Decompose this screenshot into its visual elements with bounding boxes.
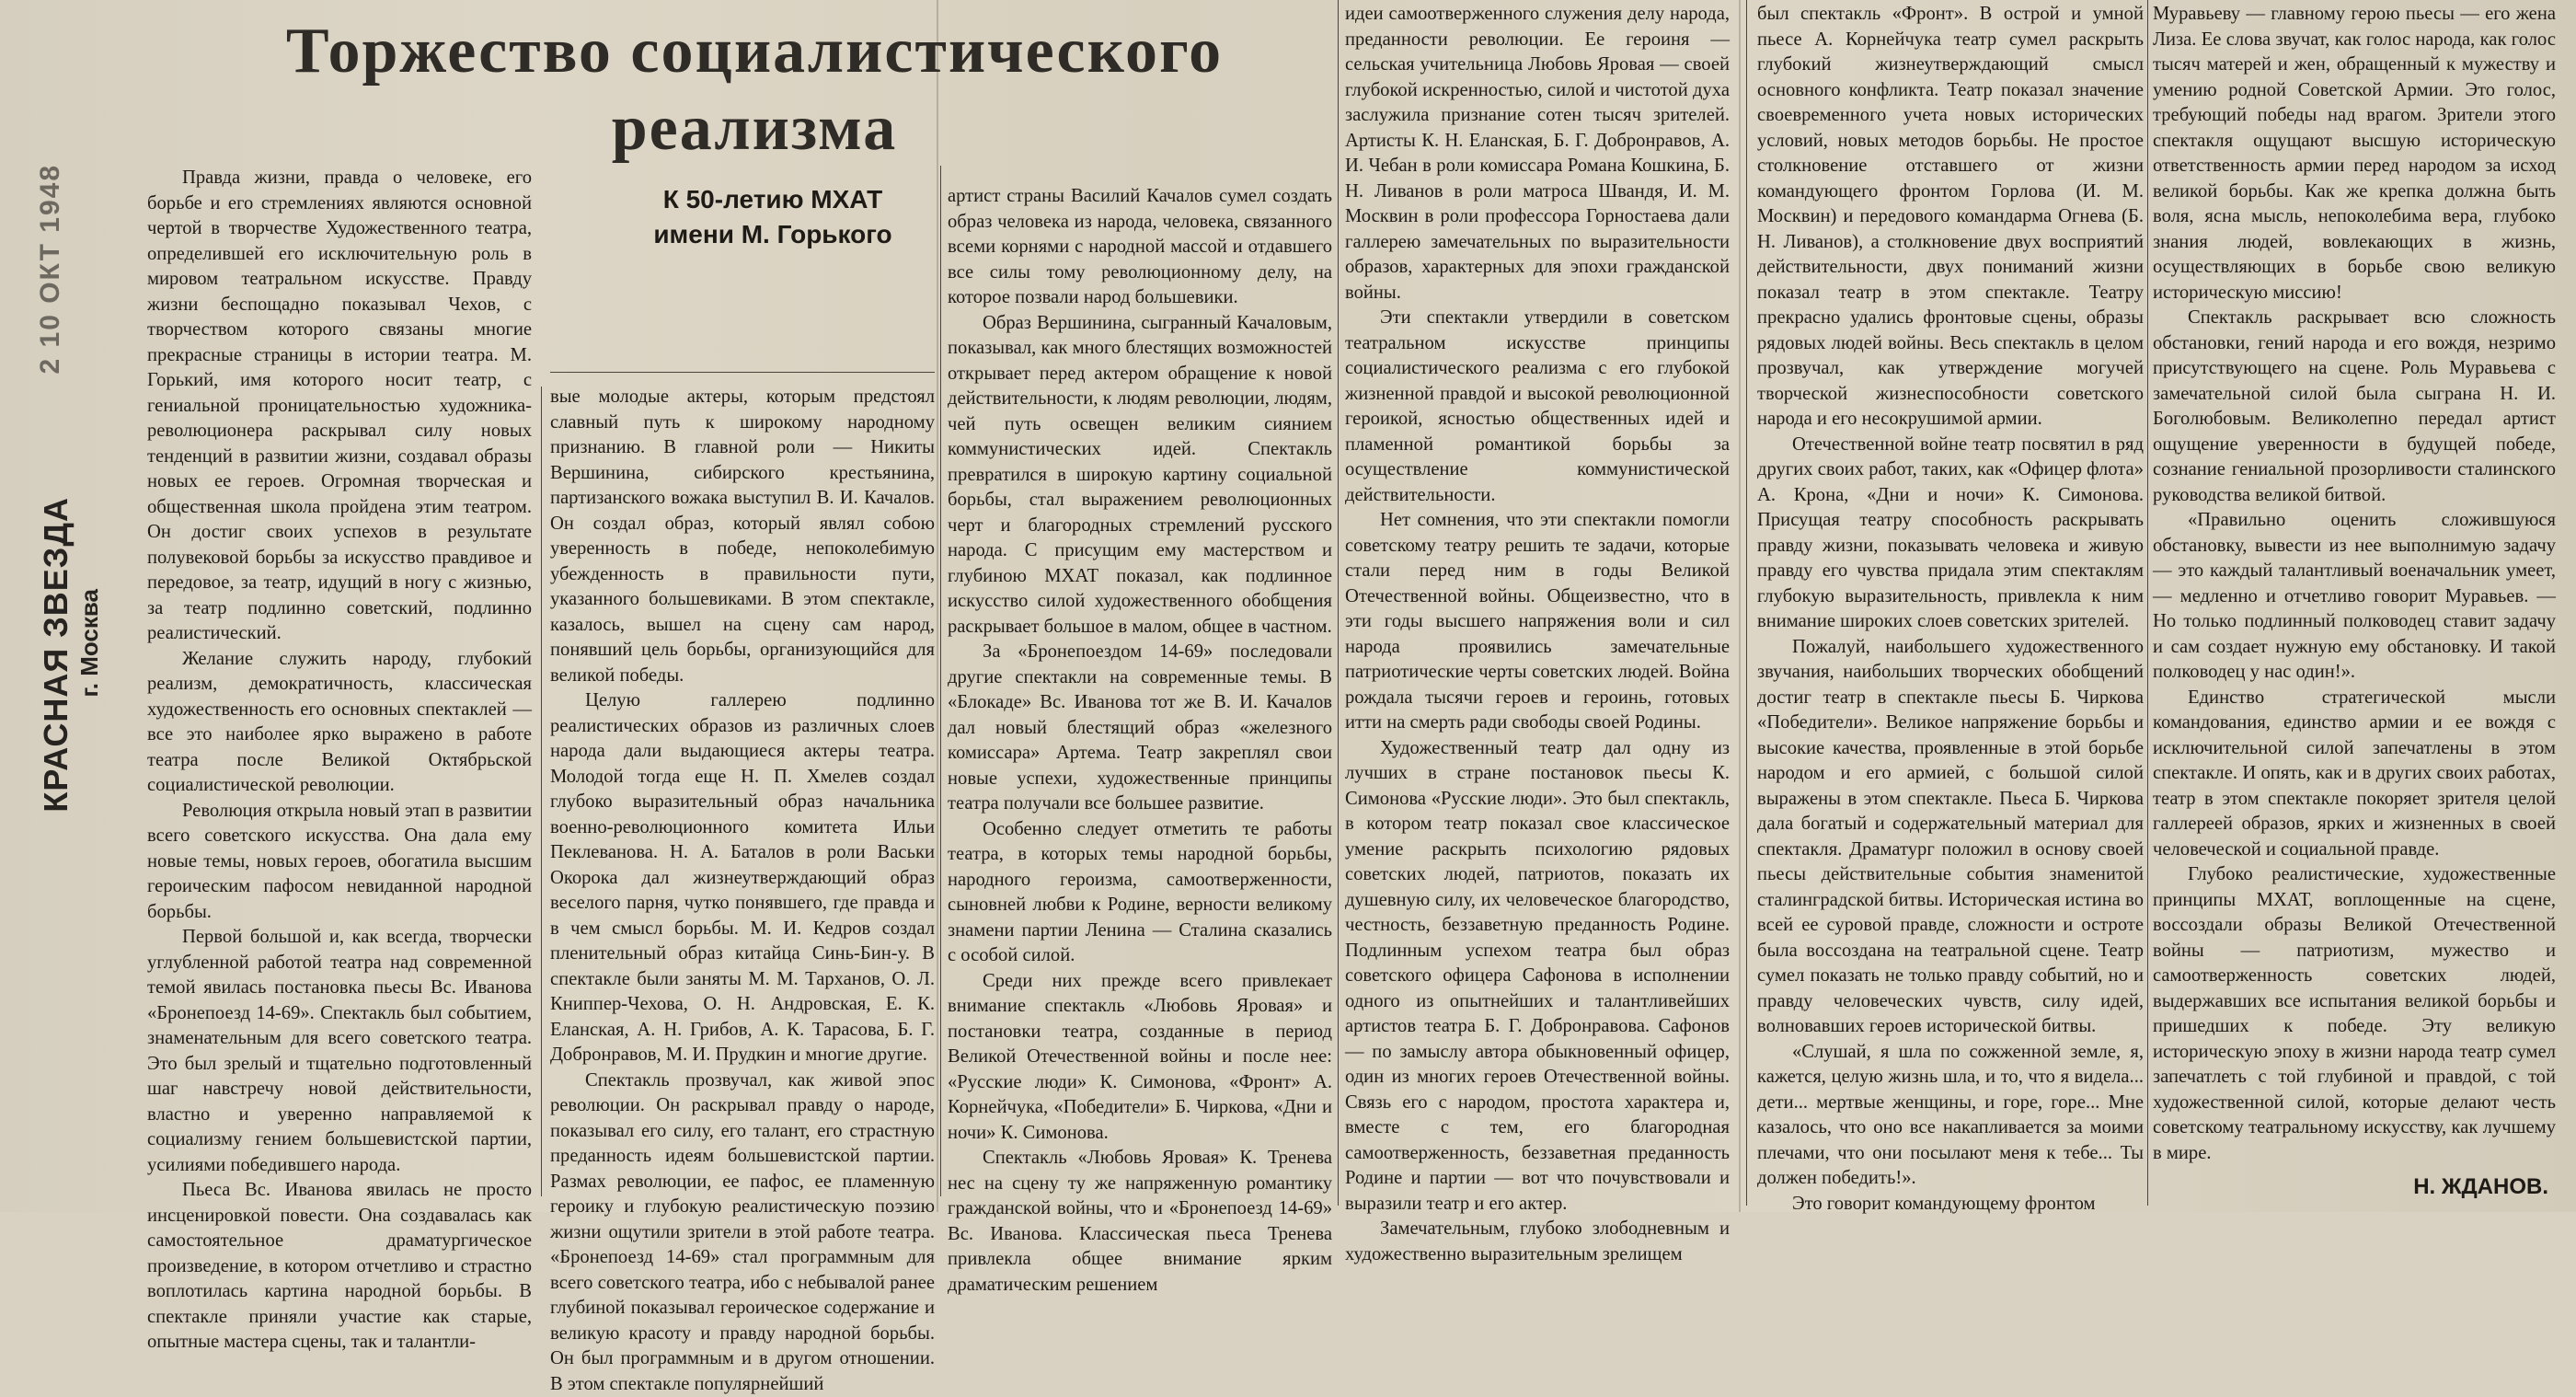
title-line-2: реализма	[212, 90, 1297, 167]
paragraph: Первой большой и, как всегда, творчески углубленной работой театра над современной темой явилась постановка пьесы Вс. Иванова «Бронепоезд 14-69». Спектакль был событием, знаменательным для всего советского театра. Это был зрелый и тщательно подготовленный шаг навстречу новой действительности, властно и уверенно направляемой к социализму гением большевистской партии, усилиями победившего народа.	[147, 925, 532, 1178]
column-rule	[1338, 0, 1339, 1206]
article-column-6	[2153, 2, 2556, 1171]
paragraph: Пожалуй, наибольшего художественного звучания, наибольших творческих обобщений достиг театр в спектакле пьесы Б. Чиркова «Победители». Великое напряжение борьбы и высокие качества, проявленные в этой борьбе народом и его армией, с большой силой выражены в этом спектакле. Пьеса Б. Чиркова дала богатый и содержательный материал для спектакля. Драматург положил в основу своей пьесы действительные события знаменитой сталинградской битвы. Историческая истина во всей ее суровой правде, сложности и остроте была воссоздана на театральной сцене. Театр сумел показать не только правду событий, но и правду человеческих чувств, силу идей, волновавших героев исторической битвы.	[1757, 635, 2144, 1040]
column-rule	[2147, 0, 2148, 1206]
paragraph: Глубоко реалистические, художественные принципы МХАТ, воплощенные на сцене, воссоздали образы Великой Отечественной войны — патриотизм, мужество и самоотверженность советских людей, выдержавших все испытания великой борьбы и пришедших к победе. Эту великую историческую эпоху в жизни народа театр сумел запечатлеть с той глубиной и правдой, с той художественной силой, которые делают честь советскому театральному искусству, как лучшему в мире.	[2153, 862, 2556, 1166]
article-subtitle	[589, 182, 957, 252]
paragraph: Нет сомнения, что эти спектакли помогли советскому театру решить те задачи, которые стали перед ним в годы Великой Отечественной войны. Общеизвестно, что в эти годы высшего напряжения воли и сил народа проявились замечательные патриотические черты советских людей. Война рождала тысячи героев и героинь, готовых итти на смерть ради свободы своей Родины.	[1345, 508, 1730, 736]
newspaper-name: КРАСНАЯ ЗВЕЗДА	[37, 497, 75, 813]
paragraph: Спектакль прозвучал, как живой эпос революции. Он раскрывал правду о народе, показывал его силу, его талант, его страстную преданность идеям большевистской партии. Размах революции, ее пафос, ее пламенную героику и глубокую реалистическую поэзию жизни ощутили зрители в этой работе театра. «Бронепоезд 14-69» стал программным для всего советского театра, ибо с небывалой ранее глубиной показывал героическое содержание и великую красоту и правду народной борьбы. Он был программным и в другом отношении. В этом спектакле популярнейший	[550, 1068, 935, 1397]
author-signature: Н. ЖДАНОВ.	[2355, 1174, 2548, 1200]
newspaper-city: г. Москва	[75, 589, 104, 697]
article-column-4	[1345, 2, 1730, 1204]
paragraph: был спектакль «Фронт». В острой и умной пьесе А. Корнейчука театр сумел раскрыть глубокий жизнеутверждающий смысл основного конфликта. Театр показал значение своевременного учета новых исторических условий, новых методов борьбы. Не простое столкновение отставшего от жизни командующего фронтом Горлова (И. М. Москвин) и передового командарма Огнева (Б. Н. Ливанов), а столкновение двух восприятий действительности, двух пониманий жизни показал театр в этом спектакле. Театру прекрасно удались фронтовые сцены, образы рядовых людей войны. Весь спектакль в целом прозвучал, как утверждение могучей творческой жизнеспособности советского народа и его несокрушимой армии.	[1757, 2, 2144, 433]
paragraph: Правда жизни, правда о человеке, его борьбе и его стремлениях являются основной чертой в творчестве Художественного театра, определившей его исключительную роль в мировом театральном искусстве. Правду жизни беспощадно показывал Чехов, с творчеством которого связаны многие прекрасные страницы в истории театра. М. Горький, имя которого носит театр, с гениальной проницательностью художника-революционера раскрывал силу новых тенденций в развитии жизни, создавал образы новых ее героев. Огромная творческая и общественная школа пройдена этим театром. Он достиг своих успехов в результате полувековой борьбы за искусство правдивое и передовое, за театр, идущий в ногу с жизнью, за театр подлинно советский, подлинно реалистический.	[147, 166, 532, 647]
article-column-5	[1757, 2, 2144, 1204]
subtitle-line-1: К 50-летию МХАТ	[589, 182, 957, 217]
article-column-3	[948, 184, 1332, 1204]
article-column-2	[550, 385, 935, 1204]
column-rule	[541, 387, 542, 1196]
article-column-1	[147, 166, 532, 1206]
paragraph: вые молодые актеры, которым предстоял славный путь к широкому народному признанию. В главной роли — Никиты Вершинина, сибирского крестьянина, партизанского вожака выступил В. И. Качалов. Он создал образ, который являл собою уверенность в победе, непоколебимую убежденность в правильности пути, указанного большевиками. В этом спектакле, казалось, вышел на сцену сам народ, понявший цель борьбы, организующийся для великой победы.	[550, 385, 935, 688]
paragraph: артист страны Василий Качалов сумел создать образ человека из народа, человека, связанного всеми корнями с народной массой и отдавшего все силы тому революционному делу, на которое позвали народ большевики.	[948, 184, 1332, 311]
subtitle-divider	[550, 372, 935, 373]
paragraph: Единство стратегической мысли командования, единство армии и ее вождя с исключительной силой запечатлены в этом спектакле. И опять, как и в других своих работах, театр в этом спектакле покоряет зрителя целой галлереей образов, ярких и жизненных в своей человеческой и социальной правде.	[2153, 686, 2556, 863]
paragraph: «Слушай, я шла по сожженной земле, я, кажется, целую жизнь шла, и то, что я видела... дети... мертвые женщины, и горе, горе... Мне казалось, что оно все накапливается за моими плечами, что они посылают меня к тебе... Ты должен победить!».	[1757, 1040, 2144, 1192]
paragraph: «Правильно оценить сложившуюся обстановку, вывести из нее выполнимую задачу — это каждый талантливый военачальник умеет, — медленно и отчетливо говорит Муравьев. — Но только подлинный полководец ставит задачу и сам создает нужную ему обстановку. И такой полководец у нас один!».	[2153, 508, 2556, 686]
article-title	[212, 13, 1297, 167]
paragraph: Образ Вершинина, сыгранный Качаловым, показывал, как много блестящих возможностей открывает перед актером обращение к новой действительности, к людям революции, людям, чей путь освещен великим сиянием коммунистических идей. Спектакль превратился в широкую картину социальной борьбы, стал выражением революционных черт и благородных стремлений русского народа. С присущим ему мастерством и глубиною МХАТ показал, как подлинное искусство силой художественного обобщения раскрывает большое в малом, общее в частном.	[948, 311, 1332, 641]
title-line-1: Торжество социалистического	[212, 13, 1297, 90]
paragraph: Спектакль раскрывает всю сложность обстановки, гений народа и его вождя, незримо присутствующего на сцене. Роль Муравьева с замечательной силой была сыграна Н. И. Боголюбовым. Великолепно передал артист ощущение уверенности в будущей победе, сознание гениальной прозорливости сталинского руководства великой битвой.	[2153, 306, 2556, 508]
paragraph: Художественный театр дал одну из лучших в стране постановок пьесы К. Симонова «Русские люди». Это был спектакль, в котором театр показал свое классическое умение раскрыть психологию рядовых советских людей, патриотов, показать их душевную силу, их человеческое благородство, честность, беззаветную преданность Родине. Подлинным успехом театра был образ советского офицера Сафонова в исполнении одного из опытнейших и талантливейших артистов театра Б. Г. Добронравова. Сафонов — по замыслу автора обыкновенный офицер, один из многих героев Отечественной войны. Связь его с народом, простота характера и, вместе с тем, его благородная самоотверженность, беззаветная преданность Родине и партии — вот что почувствовали и выразили театр и его актер.	[1345, 736, 1730, 1218]
paragraph: Отечественной войне театр посвятил в ряд других своих работ, таких, как «Офицер флота» А. Крона, «Дни и ночи» К. Симонова. Присущая театру способность раскрывать правду жизни, показывать человека и живую правду его чувства придала этим спектаклям глубокую выразительность, привлекла к ним внимание широких слоев советских зрителей.	[1757, 433, 2144, 635]
paragraph: Спектакль «Любовь Яровая» К. Тренева нес на сцену ту же напряженную романтику гражданской войны, что и «Бронепоезд 14-69» Вс. Иванова. Классическая пьеса Тренева привлекла общее внимание ярким драматическим решением	[948, 1146, 1332, 1298]
date-stamp: 2 10 ОКТ 1948	[35, 164, 72, 375]
paragraph: Революция открыла новый этап в развитии всего советского искусства. Она дала ему новые темы, новых героев, обогатила высшим героическим пафосом невиданной народной борьбы.	[147, 799, 532, 926]
paragraph: Замечательным, глубоко злободневным и художественно выразительным зрелищем	[1345, 1217, 1730, 1267]
paragraph: Желание служить народу, глубокий реализм, демократичность, классическая художественность его основных спектаклей — все это наиболее ярко выражено в работе театра после Великой Октябрьской социалистической революции.	[147, 647, 532, 799]
paragraph: Целую галлерею подлинно реалистических образов из различных слоев народа дали выдающиеся актеры театра. Молодой тогда еще Н. П. Хмелев создал глубоко выразительный образ начальника военно-революционного комитета Ильи Пеклеванова. Н. А. Баталов в роли Васьки Окорока дал жизнеутверждающий образ веселого парня, чутко понявшего, где правда и в чем смысл борьбы. М. И. Кедров создал пленительный образ китайца Синь-Бин-у. В спектакле были заняты М. М. Тарханов, О. Л. Книппер-Чехова, О. Н. Андровская, Е. К. Еланская, А. Н. Грибов, А. К. Тарасова, Б. Г. Добронравов, М. И. Прудкин и многие другие.	[550, 688, 935, 1068]
column-fold	[1739, 0, 1741, 1212]
paragraph: Эти спектакли утвердили в советском театральном искусстве принципы социалистического реализма с его глубокой жизненной правдой и высокой революционной героикой, ясностью общественных идей и пламенной романтикой борьбы за осуществление коммунистической действительности.	[1345, 306, 1730, 508]
paragraph: Пьеса Вс. Иванова явилась не просто инсценировкой повести. Она создавалась как самостоятельное драматургическое произведение, в котором отчетливо и страстно воплотилась картина народной борьбы. В спектакле приняли участие как старые, опытные мастера сцены, так и талантли-	[147, 1178, 532, 1356]
paragraph: Среди них прежде всего привлекает внимание спектакль «Любовь Яровая» и постановки театра, созданные в период Великой Отечественной войны и после нее: «Русские люди» К. Симонова, «Фронт» А. Корнейчука, «Победители» Б. Чиркова, «Дни и ночи» К. Симонова.	[948, 969, 1332, 1147]
paragraph: За «Бронепоездом 14-69» последовали другие спектакли на современные темы. В «Блокаде» Вс. Иванова тот же В. И. Качалов дал новый блестящий образ «железного комиссара» Артема. Театр закреплял свои новые успехи, художественные принципы театра получали все большее развитие.	[948, 640, 1332, 817]
column-rule	[1746, 0, 1747, 1206]
paragraph: Особенно следует отметить те работы театра, в которых темы народной борьбы, народного героизма, самоотверженности, сыновней любви к Родине, верности великому знамени партии Ленина — Сталина сказались с особой силой.	[948, 817, 1332, 969]
paragraph: Муравьеву — главному герою пьесы — его жена Лиза. Ее слова звучат, как голос народа, как голос тысяч матерей и жен, обращенный к мужеству и умению родной Советской Армии. Это голос, требующий победы над врагом. Зрители этого спектакля ощущают высшую историческую ответственность армии перед народом за исход великой борьбы. Как же крепка должна быть воля, ясна мысль, непоколебима вера, глубоко знания людей, вовлекающих в жизнь, осуществляющих в борьбе свою великую историческую миссию!	[2153, 2, 2556, 306]
subtitle-line-2: имени М. Горького	[589, 217, 957, 252]
column-rule	[940, 166, 941, 1196]
paragraph: идеи самоотверженного служения делу народа, преданности революции. Ее героиня — сельская учительница Любовь Яровая — своей глубокой искренностью, силой и чистотой духа заслужила признание сотен тысяч зрителей. Артисты К. Н. Еланская, Б. Г. Добронравов, А. И. Чебан в роли комиссара Романа Кошкина, Б. Н. Ливанов в роли матроса Швандя, И. М. Москвин в роли профессора Горностаева дали галлерею замечательных по выразительности образов, характерных для эпохи гражданской войны.	[1345, 2, 1730, 306]
paragraph: Это говорит командующему фронтом	[1757, 1192, 2144, 1218]
